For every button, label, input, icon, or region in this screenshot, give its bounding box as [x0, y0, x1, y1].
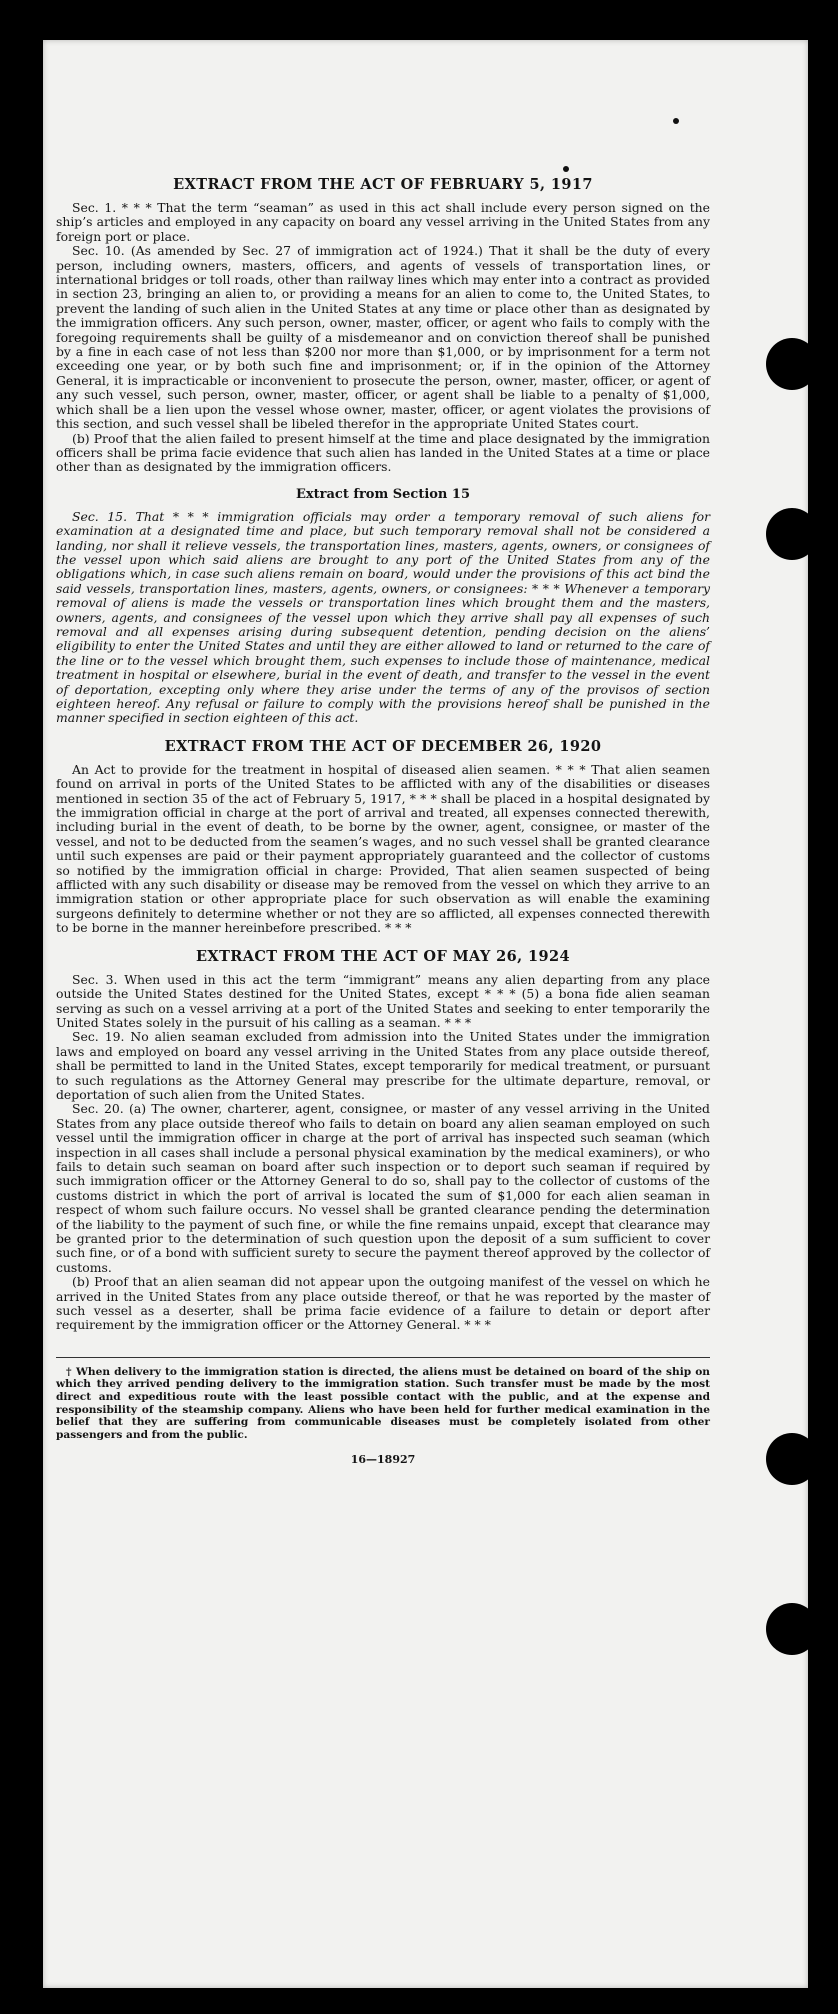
- speck-mark: [673, 118, 679, 124]
- paragraph-act-1920: An Act to provide for the treatment in hospital of diseased alien seamen. * * * That alien seamen found on arrival in ports of the United States to be afflicted with any of the disabilities or diseases mentioned in section 35 of the act of February 5, 1917, * * * shall be placed in a hospital designated by the immigration official in charge at the port of arrival and treated, all expenses connected therewith, including burial in the event of death, to be borne by the owner, agent, consignee, or master of the vessel, and not to be deducted from the seamen’s wages, and no such vessel shall be granted clearance until such expenses are paid or their payment appropriately guaranteed and the collector of customs so notified by the immigration official in charge: Provided, That alien seamen suspected of being afflicted with any such disability or disease may be removed from the vessel on which they arrive to an immigration station or other appropriate place for such observation as will enable the examining surgeons definitely to determine whether or not they are so afflicted, all expenses connected therewith to be borne in the manner hereinbefore prescribed. * * *: [56, 761, 710, 936]
- section-act-may-1924: [56, 948, 710, 1333]
- section-heading: Extract from Section 15: [295, 486, 471, 502]
- form-number: 16—18927: [350, 1453, 416, 1467]
- section-act-dec-1920: [56, 738, 710, 936]
- paragraph-sec-1: Sec. 1. * * * That the term “seaman” as used in this act shall include every person signed on the ship’s articles and employed in any capacity on board any vessel arriving in the United States from any foreign port or place.: [56, 200, 710, 244]
- punch-hole: [766, 508, 818, 560]
- paragraph-sec-20-a: Sec. 20. (a) The owner, charterer, agent, consignee, or master of any vessel arriving in the United States from any place outside thereof who fails to detain on board any alien seaman employed on such vessel until the immigration officer in charge at the port of arrival has inspected such seaman (which inspection in all cases shall include a personal physical examination by the medical examiners), or who fails to detain such seaman on board after such inspection or to deport such seaman if required by such immigration officer or the Attorney General to do so, shall pay to the collector of customs of the customs district in which the port of arrival is located the sum of $1,000 for each alien seaman in respect of whom such failure occurs. No vessel shall be granted clearance pending the determination of the liability to the payment of such fine, or while the fine remains unpaid, except that clearance may be granted prior to the determination of such question upon the deposit of a sum sufficient to cover such fine, or of a bond with sufficient surety to secure the payment thereof approved by the collector of customs.: [56, 1101, 710, 1275]
- footnote-divider: [56, 1357, 710, 1358]
- footnote: † When delivery to the immigration station is directed, the aliens must be detained on board of the ship on which they arrived pending delivery to the immigration station. Such transfer must be made by the most direct and expeditious route with the least possible contact with the public, and at the expense and responsibility of the steamship company. Aliens who have been held for further medical examination in the belief that they are suffering from communicable diseases must be completely isolated from other passengers and from the public.: [56, 1365, 710, 1441]
- section-extract-15: [56, 487, 710, 726]
- section-heading: EXTRACT FROM THE ACT OF DECEMBER 26, 1920: [164, 737, 602, 755]
- paragraph-sec-3: Sec. 3. When used in this act the term “immigrant” means any alien departing from any place outside the United States destined for the United States, except * * * (5) a bona fide alien seaman serving as such on a vessel arriving at a port of the United States and seeking to enter temporarily the United States solely in the pursuit of his calling as a seaman. * * *: [56, 971, 710, 1030]
- section-heading: EXTRACT FROM THE ACT OF FEBRUARY 5, 1917: [173, 176, 593, 193]
- punch-hole: [766, 1433, 818, 1485]
- section-heading: EXTRACT FROM THE ACT OF MAY 26, 1924: [195, 947, 571, 965]
- document-body: [56, 176, 710, 1466]
- paragraph-sec-20-b: (b) Proof that an alien seaman did not appear upon the outgoing manifest of the vessel on which he arrived in the United States from any place outside thereof, or that he was reported by the master of such vessel as a deserter, shall be prima facie evidence of a failure to detain or deport after requirement by the immigration officer or the Attorney General. * * *: [56, 1274, 710, 1333]
- punch-hole: [766, 1603, 818, 1655]
- paragraph-sec-19: Sec. 19. No alien seaman excluded from admission into the United States under the immigration laws and employed on board any vessel arriving in the United States from any place outside thereof, shall be permitted to land in the United States, except temporarily for medical treatment, or pursuant to such regulations as the Attorney General may prescribe for the ultimate departure, removal, or deportation of such alien from the United States.: [56, 1029, 710, 1102]
- paragraph-sec-10-b: (b) Proof that the alien failed to present himself at the time and place designated by the immigration officers shall be prima facie evidence that such alien has landed in the United States at a time or place other than as designated by the immigration officers.: [56, 430, 710, 475]
- paragraph-sec-15: Sec. 15. That * * * immigration officials may order a temporary removal of such aliens for examination at a designated time and place, but such temporary removal shall not be considered a landing, nor shall it relieve vessels, the transportation lines, masters, agents, owners, or consignees of the vessel upon which said aliens are brought to any port of the United States from any of the obligations which, in case such aliens remain on board, would under the provisions of this act bind the said vessels, transportation lines, masters, agents, owners, or consignees: * * * Whenever a temporary removal of aliens is made the vessels or transportation lines which brought them and the masters, owners, agents, and consignees of the vessel upon which they arrive shall pay all expenses of such removal and all expenses arising during subsequent detention, pending decision on the aliens’ eligibility to enter the United States and until they are either allowed to land or returned to the care of the line or to the vessel which brought them, such expenses to include those of maintenance, medical treatment in hospital or elsewhere, burial in the event of death, and transfer to the vessel in the event of deportation, excepting only where they arise under the terms of any of the provisos of section eighteen hereof. Any refusal or failure to comply with the provisions hereof shall be punished in the manner specified in section eighteen of this act.: [56, 508, 710, 726]
- punch-hole: [766, 338, 818, 390]
- paragraph-sec-10: Sec. 10. (As amended by Sec. 27 of immigration act of 1924.) That it shall be the duty of every person, including owners, masters, officers, and agents of vessels of transportation lines, or international bridges or toll roads, other than railway lines which may enter into a contract as provided in section 23, bringing an alien to, or providing a means for an alien to come to, the United States, to prevent the landing of such alien in the United States at any time or place other than as designated by the immigration officers. Any such person, owner, master, officer, or agent who fails to comply with the foregoing requirements shall be guilty of a misdemeanor and on conviction thereof shall be punished by a fine in each case of not less than $200 nor more than $1,000, or by imprisonment for a term not exceeding one year, or by both such fine and imprisonment; or, if in the opinion of the Attorney General, it is impracticable or inconvenient to prosecute the person, owner, master, officer, or agent of any such vessel, such person, owner, master, officer, or agent shall be liable to a penalty of $1,000, which shall be a lien upon the vessel whose owner, master, officer, or agent violates the provisions of this section, and such vessel shall be libeled therefor in the appropriate United States court.: [56, 243, 710, 432]
- section-act-feb-1917: [56, 176, 710, 475]
- speck-mark: [563, 166, 569, 172]
